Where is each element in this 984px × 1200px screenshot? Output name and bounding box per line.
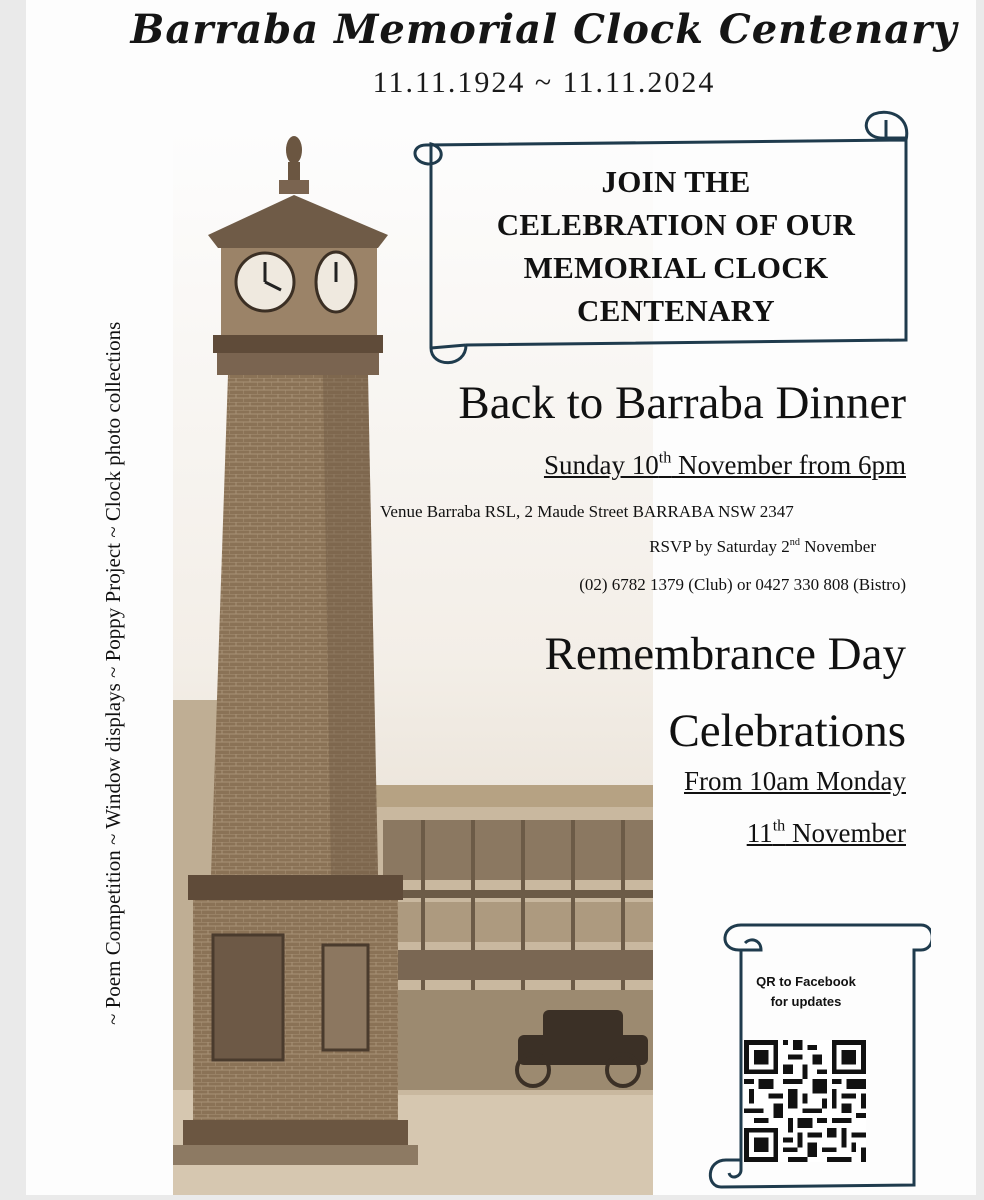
remembrance-heading	[446, 616, 906, 770]
banner-line-4: CENTENARY	[577, 293, 775, 328]
remembrance-heading-line-2: Celebrations	[668, 705, 906, 757]
banner-text	[446, 160, 906, 332]
qr-label-line-2: for updates	[770, 994, 842, 1009]
flyer-dates: 11.11.1924 ~ 11.11.2024	[372, 66, 716, 99]
remembrance-heading-line-1: Remembrance Day	[544, 628, 906, 680]
remembrance-time: From 10am Monday	[684, 766, 906, 796]
dinner-phone: (02) 6782 1379 (Club) or 0427 330 808 (Bistro)	[579, 575, 906, 594]
activities-sidebar-text: ~ Poem Competition ~ Window displays ~ Poppy Project ~ Clock photo collections	[101, 321, 125, 1025]
dinner-venue: Venue Barraba RSL, 2 Maude Street BARRABA NSW 2347	[380, 502, 794, 521]
dinner-date: Sunday 10th November from 6pm	[543, 448, 906, 480]
banner-line-1: JOIN THE	[601, 164, 751, 199]
qr-label-line-1: QR to Facebook	[756, 974, 856, 989]
flyer-title: Barraba Memorial Clock Centenary	[130, 6, 958, 53]
dinner-heading: Back to Barraba Dinner	[458, 377, 906, 429]
banner-line-3: MEMORIAL CLOCK	[523, 250, 829, 285]
banner-line-2: CELEBRATION OF OUR	[496, 207, 856, 242]
remembrance-date: 11th November	[746, 816, 906, 848]
flyer-page	[26, 0, 976, 1195]
qr-label	[726, 972, 886, 1012]
facebook-qr-code[interactable]	[744, 1040, 866, 1162]
dinner-rsvp: RSVP by Saturday 2nd November	[649, 536, 876, 556]
